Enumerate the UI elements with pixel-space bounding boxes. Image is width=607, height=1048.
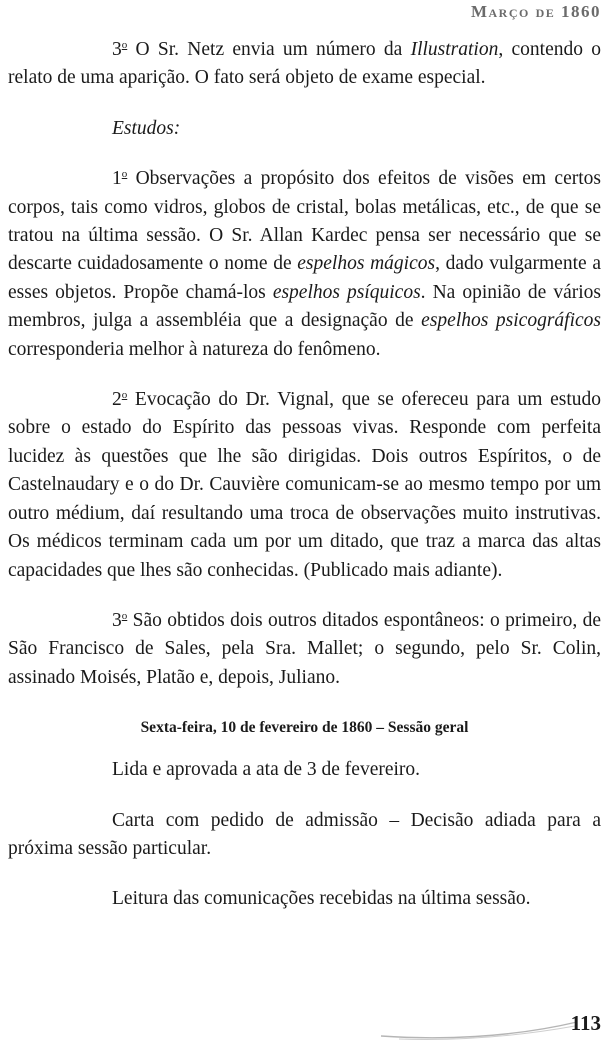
paragraph-admission: Carta com pedido de admissão – Decisão adiada para a próxima sessão particular. (8, 809, 601, 859)
paragraph-text: São obtidos dois outros ditados espontâneos: o primeiro, de São Francisco de Sales, pela Sra. Mallet; o segundo, pelo Sr. Colin, assinado Moisés, Platão e, depois, Juliano. (8, 609, 601, 688)
page-body (8, 36, 601, 936)
italic-term: espelhos psíquicos (272, 281, 421, 303)
paragraph-text: Observações a propósito dos efeitos de visões em certos corpos, tais como vidros, globos de cristal, bolas metálicas, etc., de que se tratou na última sessão. O Sr. Allan Kardec pensa ser necessário que se descarte cuidadosamente o nome de (8, 168, 601, 275)
item-number: 1 (112, 168, 122, 190)
ordinal-mark: o (121, 39, 128, 51)
paragraph-minutes: Lida e aprovada a ata de 3 de fevereiro. (112, 759, 421, 781)
ordinal-mark: o (121, 609, 128, 622)
italic-title: Illustration (410, 39, 499, 60)
paragraph-text: corresponderia melhor à natureza do fenômeno. (8, 338, 381, 360)
session-heading: Sexta-feira, 10 de fevereiro de 1860 – Sessão geral (140, 719, 469, 737)
paragraph-text: . Na opinião de vários membros, julga a assembléia que a designação de (8, 281, 601, 332)
ordinal-mark: o (121, 168, 128, 181)
paragraph-mirrors (8, 165, 601, 364)
paragraph-text: , dado vulgarmente a esses objetos. Propõe chamá-los (8, 253, 601, 303)
paragraph-text: O Sr. Netz envia um número da (127, 39, 411, 60)
running-head: Março de 1860 (470, 2, 601, 21)
paragraph-dictations (8, 607, 601, 692)
page-number: 113 (570, 1011, 601, 1035)
paragraph-netz (8, 36, 601, 93)
paragraph-reading: Leitura das comunicações recebidas na última sessão. (112, 888, 531, 910)
studies-heading: Estudos: (112, 117, 181, 139)
item-number: 2 (112, 389, 122, 411)
paragraph-text: , contendo o relato de uma aparição. O fato será objeto de exame especial. (8, 39, 601, 89)
paragraph-vignal (8, 386, 601, 585)
ordinal-mark: o (121, 389, 128, 402)
page-number-flourish (379, 1016, 579, 1042)
item-number: 3 (112, 39, 122, 60)
italic-term: espelhos mágicos (297, 253, 436, 275)
italic-term: espelhos psicográficos (421, 310, 601, 332)
item-number: 3 (112, 609, 122, 631)
paragraph-text: Evocação do Dr. Vignal, que se ofereceu para um estudo sobre o estado do Espírito das pessoas vivas. Responde com perfeita lucidez às questões que lhe são dirigidas. Dois outros Espíritos, o de Castelnaudary e o do Dr. Cauvière comunicam-se ao mesmo tempo por um outro médium, daí resultando uma troca de observações muito instrutivas. Os médicos terminam cada um por um ditado, que traz a marca das altas capacidades que lhes são conhecidas. (Publicado mais adiante). (8, 389, 601, 581)
